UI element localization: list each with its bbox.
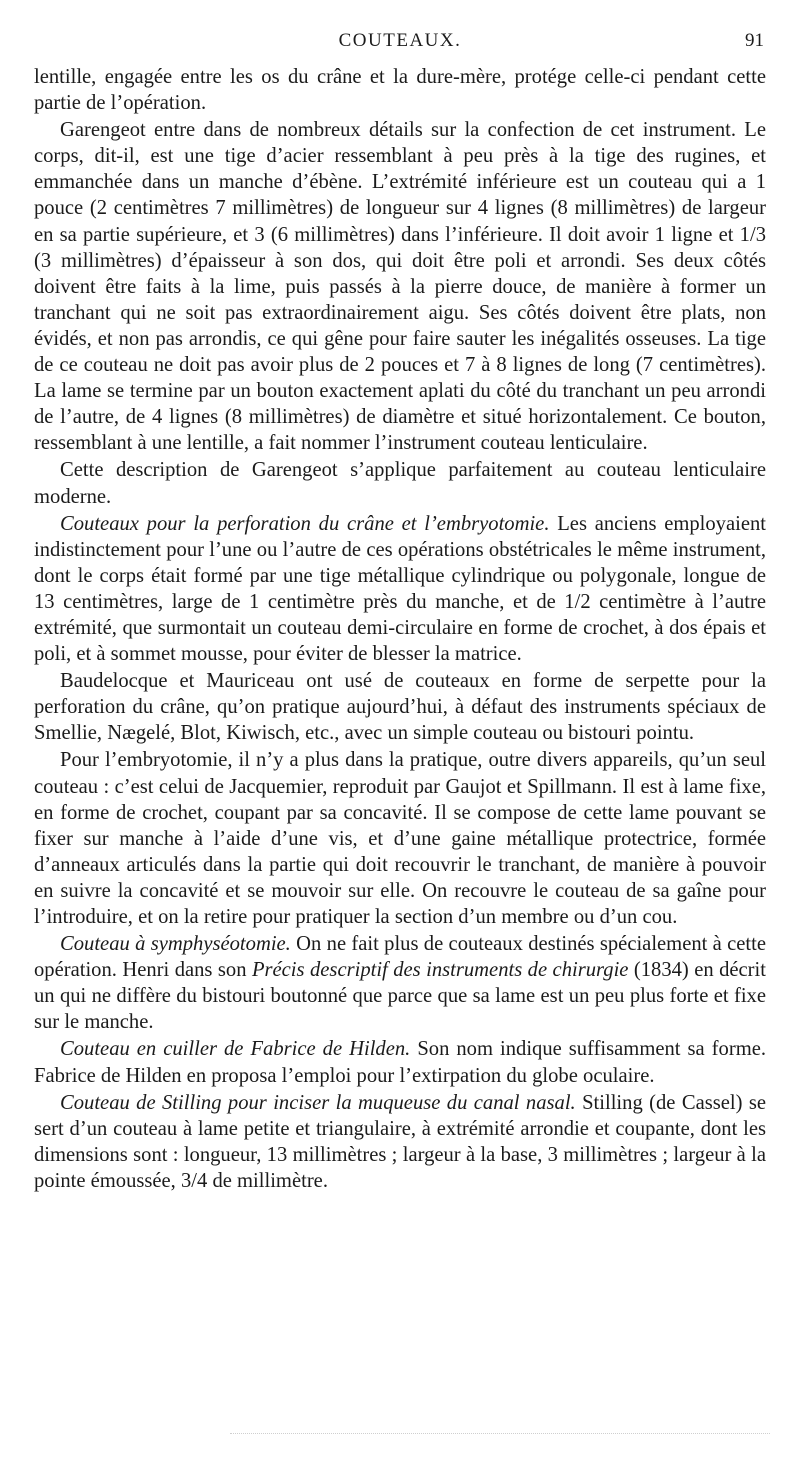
paragraph-text: On ne fait plus de couteaux destinés spécialement à cette opération. Henri dans son xyxy=(34,933,766,982)
book-page xyxy=(34,22,766,1194)
paragraph-embryotomie xyxy=(34,747,766,930)
paragraph-description xyxy=(34,457,766,509)
paragraph-text: (1834) en décrit un qui ne diffère du bistouri boutonné que parce que sa lame est un peu plus forte et fixe sur le manche. xyxy=(34,959,766,1034)
section-heading: Couteaux pour la perforation du crâne et l’embryotomie. xyxy=(60,512,550,535)
section-heading: Couteau de Stilling pour inciser la muqueuse du canal nasal. xyxy=(60,1091,576,1114)
paragraph-fabrice xyxy=(34,1036,766,1088)
paragraph-text: Garengeot entre dans de nombreux détails sur la confection de cet instrument. Le corps, dit-il, est une tige d’acier ressemblant à peu près à la tige des rugines, et emmanchée dans un manche d’ébène. L’extrémité inférieure est un couteau qui a 1 pouce (2 centimètres 7 millimètres) de longueur sur 4 lignes (8 millimètres) de largeur en sa partie supérieure, et 3 (6 millimètres) dans l’inférieure. Il doit avoir 1 ligne et 1/3 (3 millimètres) d’épaisseur à son dos, qui doit être poli et arrondi. Ses deux côtés doivent être faits à la lime, puis passés à la pierre douce, de manière à former un tranchant qui ne soit pas extraordinairement aigu. Ses côtés doivent être plats, non évidés, et non pas arrondis, ce qui gêne pour faire sauter les inégalités osseuses. La tige de ce couteau ne doit pas avoir plus de 2 pouces et 7 à 8 lignes de long (7 centimètres). La lame se termine par un bouton exactement aplati du côté du tranchant un peu arrondi de l’autre, de 4 lignes (8 millimètres) de diamètre et situé horizontalement. Ce bouton, ressemblant à une lentille, a fait nommer l’instrument couteau lenticulaire. xyxy=(34,119,766,455)
paragraph-baudelocque xyxy=(34,668,766,746)
paragraph-symphyseotomie xyxy=(34,931,766,1035)
book-title: Précis descriptif des instruments de chirurgie xyxy=(251,959,629,982)
paragraph-text: Son nom indique suffisamment sa forme. Fabrice de Hilden en proposa l’emploi pour l’extirpation du globe oculaire. xyxy=(34,1038,766,1087)
paragraph-text: Baudelocque et Mauriceau ont usé de couteaux en forme de serpette pour la perforation du crâne, qu’on pratique aujourd’hui, à défaut des instruments spéciaux de Smellie, Nægelé, Blot, Kiwisch, etc., avec un simple couteau ou bistouri pointu. xyxy=(34,670,766,745)
paragraph-text: Stilling (de Cassel) se sert d’un couteau à lame petite et triangulaire, à extrémité arrondie et coupante, dont les dimensions sont : longueur, 13 millimètres ; largeur à la base, 3 millimètres ; largeur à la pointe émoussée, 3/4 de millimètre. xyxy=(34,1091,766,1192)
section-heading: Couteau en cuiller de Fabrice de Hilden. xyxy=(60,1038,411,1061)
page-header xyxy=(34,22,766,64)
paragraph-garengeot xyxy=(34,117,766,456)
paragraph-continuation xyxy=(34,64,766,116)
paragraph-perforation xyxy=(34,511,766,668)
paragraph-text: Cette description de Garengeot s’applique parfaitement au couteau lenticulaire moderne. xyxy=(34,459,766,508)
paragraph-stilling xyxy=(34,1090,766,1194)
running-head: COUTEAUX. xyxy=(338,30,462,51)
paragraph-text: lentille, engagée entre les os du crâne et la dure-mère, protége celle-ci pendant cette partie de l’opération. xyxy=(34,66,766,115)
section-heading: Couteau à symphyséotomie. xyxy=(60,933,291,956)
footer-rule xyxy=(230,1433,770,1438)
body-text xyxy=(34,64,766,1194)
paragraph-text: Pour l’embryotomie, il n’y a plus dans la pratique, outre divers appareils, qu’un seul couteau : c’est celui de Jacquemier, reproduit par Gaujot et Spillmann. Il est à lame fixe, en forme de crochet, coupant par sa concavité. Il se compose de cette lame pouvant se fixer sur manche à l’aide d’une vis, et d’une gaine métallique protectrice, formée d’anneaux articulés dans la partie qui doit recouvrir le tranchant, de manière à pouvoir en suivre la concavité et se mouvoir sur elle. On recouvre le couteau de sa gaîne pour l’introduire, et on la retire pour pratiquer la section d’un membre ou d’un cou. xyxy=(34,749,766,928)
page-number: 91 xyxy=(745,30,764,51)
paragraph-text: Les anciens employaient indistinctement pour l’une ou l’autre de ces opérations obstétricales le même instrument, dont le corps était formé par une tige métallique cylindrique ou polygonale, longue de 13 centimètres, large de 1 centimètre près du manche, et de 1/2 centimètre à l’autre extrémité, que surmontait un couteau demi-circulaire en forme de crochet, à dos épais et poli, et à sommet mousse, pour éviter de blesser la matrice. xyxy=(34,512,766,666)
